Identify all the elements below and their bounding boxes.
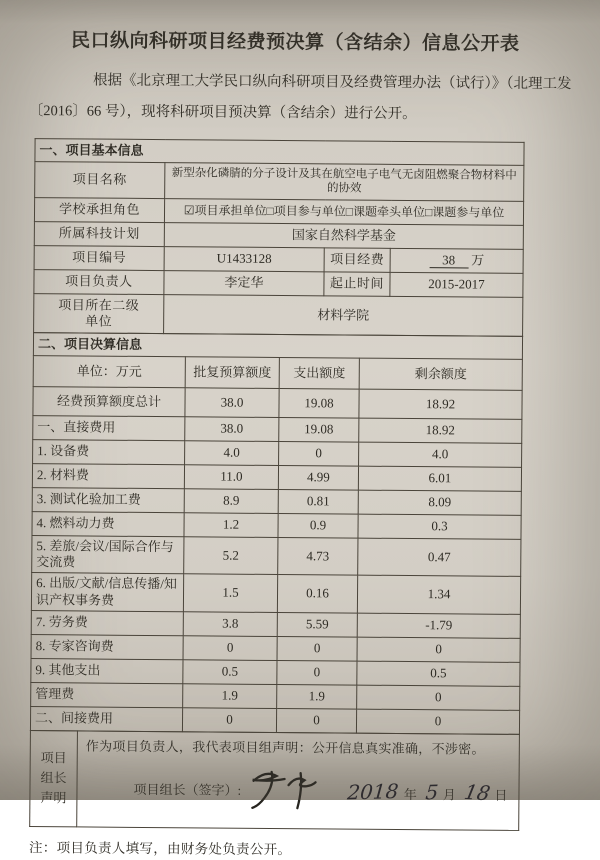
col-header-remaining: 剩余额度: [359, 358, 522, 390]
approved-value: 1.2: [184, 513, 278, 538]
approved-value: 4.0: [185, 441, 279, 466]
spent-value: 0: [277, 636, 357, 661]
program-label: 所属科技计划: [34, 221, 164, 246]
project-name-value: 新型杂化磷腈的分子设计及其在航空电子电气无卤阻燃聚合物材料中的协效: [165, 163, 524, 202]
table-row: [35, 162, 524, 202]
row-label: 5. 差旅/会议/国际合作与交流费: [32, 535, 184, 574]
declaration-row: [30, 730, 520, 830]
project-number-value: U1433128: [164, 246, 324, 271]
role-checkboxes: ☑项目承担单位□项目参与单位□课题牵头单位□课题参与单位: [164, 198, 523, 225]
col-header-approved: 批复预算额度: [185, 357, 279, 389]
approved-value: 0.5: [183, 660, 277, 685]
spent-value: 0: [279, 441, 359, 466]
handwritten-date: [346, 779, 513, 805]
spent-value: 0: [276, 708, 356, 733]
period-value: 2015-2017: [390, 272, 523, 297]
row-label: 管理费: [31, 682, 183, 707]
remaining-value: 0.5: [357, 661, 520, 686]
spent-value: 19.08: [279, 417, 359, 442]
spent-value: 0.16: [277, 575, 357, 613]
remaining-value: -1.79: [357, 613, 520, 638]
budget-row: [31, 573, 520, 614]
col-header-unit: 单位：万元: [33, 355, 185, 387]
spent-value: 5.59: [277, 612, 357, 637]
signature-label: 项目组长（签字）:: [133, 781, 242, 798]
remaining-value: 18.92: [359, 418, 522, 443]
spent-value: 1.9: [277, 684, 357, 709]
section-title: 一、项目基本信息: [35, 139, 524, 166]
row-label: 二、间接费用: [30, 706, 182, 731]
declaration-label: [30, 730, 78, 826]
dept-label-line2: 单位: [85, 313, 113, 329]
budget-row: [32, 535, 521, 576]
remaining-value: 0: [357, 637, 520, 662]
approved-value: 0: [182, 708, 276, 733]
period-label: 起止时间: [324, 272, 390, 297]
remaining-value: 0.47: [358, 538, 521, 577]
remaining-value: 18.92: [359, 389, 522, 419]
row-label: 2. 材料费: [32, 463, 184, 488]
spent-value: 0.9: [278, 513, 358, 538]
row-label: 4. 燃料动力费: [32, 511, 184, 536]
section-title: 二、项目决算信息: [33, 332, 522, 359]
program-value: 国家自然科学基金: [164, 222, 523, 249]
date-month: 5: [424, 779, 439, 804]
declaration-statement: 作为项目负责人，我代表项目组声明：公开信息真实准确，不涉密。: [85, 738, 485, 757]
date-year: 2018: [346, 778, 400, 804]
row-label: 经费预算额度总计: [33, 386, 185, 416]
remaining-value: 0: [357, 685, 520, 710]
remaining-value: 0: [356, 709, 519, 734]
intro-paragraph: [28, 65, 572, 131]
approved-value: 0: [183, 636, 277, 661]
spent-value: 19.08: [279, 388, 359, 418]
approved-value: 8.9: [184, 489, 278, 514]
fund-label: 项目经费: [324, 248, 390, 273]
pi-label: 项目负责人: [34, 269, 164, 294]
row-label: 3. 测试化验加工费: [32, 487, 184, 512]
date-day: 18: [461, 779, 492, 805]
role-label: 学校承担角色: [34, 197, 164, 222]
document-title: 民口纵向科研项目经费预决算（含结余）信息公开表: [71, 30, 520, 55]
dept-value: 材料学院: [164, 294, 523, 336]
fund-unit: 万: [471, 252, 485, 268]
footnote: 注：项目负责人填写，由财务处负责公开。: [28, 839, 292, 857]
row-label: 1. 设备费: [33, 439, 185, 464]
date-year-unit: 年: [403, 786, 417, 802]
approved-value: 38.0: [185, 417, 279, 442]
signature-row: [85, 770, 512, 811]
remaining-value: 8.09: [358, 490, 521, 515]
date-day-unit: 日: [494, 787, 508, 803]
pi-value: 李定华: [164, 270, 324, 295]
approved-value: 11.0: [184, 465, 278, 490]
intro-line-1: 根据《北京理工大学民口纵向科研项目及经费管理办法（试行）》（北理工发: [92, 72, 572, 93]
row-label: 9. 其他支出: [31, 658, 183, 683]
declaration-content: [77, 731, 520, 830]
project-name-label: 项目名称: [35, 162, 165, 199]
remaining-value: 4.0: [359, 442, 522, 467]
budget-table: [30, 332, 523, 735]
declaration-label-line3: 声明: [40, 790, 67, 806]
remaining-value: 1.34: [357, 575, 520, 614]
approved-value: 5.2: [184, 537, 278, 575]
remaining-value: 6.01: [358, 466, 521, 491]
paper-sheet: [28, 0, 572, 860]
spent-value: 4.99: [278, 465, 358, 490]
basic-info-table: [33, 138, 525, 337]
row-label: 6. 出版/文献/信息传播/知识产权事务费: [31, 573, 183, 612]
project-number-label: 项目编号: [34, 245, 164, 270]
row-label: 7. 劳务费: [31, 610, 183, 635]
budget-header-row: [33, 355, 522, 390]
declaration-table: [29, 730, 520, 831]
budget-row-total: [33, 386, 522, 419]
row-label: 8. 专家咨询费: [31, 634, 183, 659]
declaration-label-line2: 组长: [40, 770, 67, 786]
fund-value-cell: [390, 248, 523, 273]
remaining-value: 0.3: [358, 514, 521, 539]
col-header-spent: 支出额度: [279, 357, 359, 389]
dept-label-line1: 项目所在二级: [58, 296, 140, 313]
approved-value: 3.8: [183, 612, 277, 637]
approved-value: 1.9: [183, 684, 277, 709]
date-month-unit: 月: [442, 786, 456, 802]
intro-line-2: 〔2016〕66 号），现将科研项目预决算（含结余）进行公开。: [28, 103, 417, 123]
spent-value: 4.73: [278, 537, 358, 575]
table-row: [34, 293, 523, 336]
declaration-label-line1: 项目: [40, 750, 67, 766]
row-label: 一、直接费用: [33, 415, 185, 440]
approved-value: 38.0: [185, 388, 279, 418]
dept-label: [34, 293, 164, 333]
approved-value: 1.5: [183, 574, 277, 612]
fund-amount: 38: [429, 252, 468, 268]
handwritten-signature: [245, 768, 317, 811]
spent-value: 0.81: [278, 489, 358, 514]
spent-value: 0: [277, 660, 357, 685]
